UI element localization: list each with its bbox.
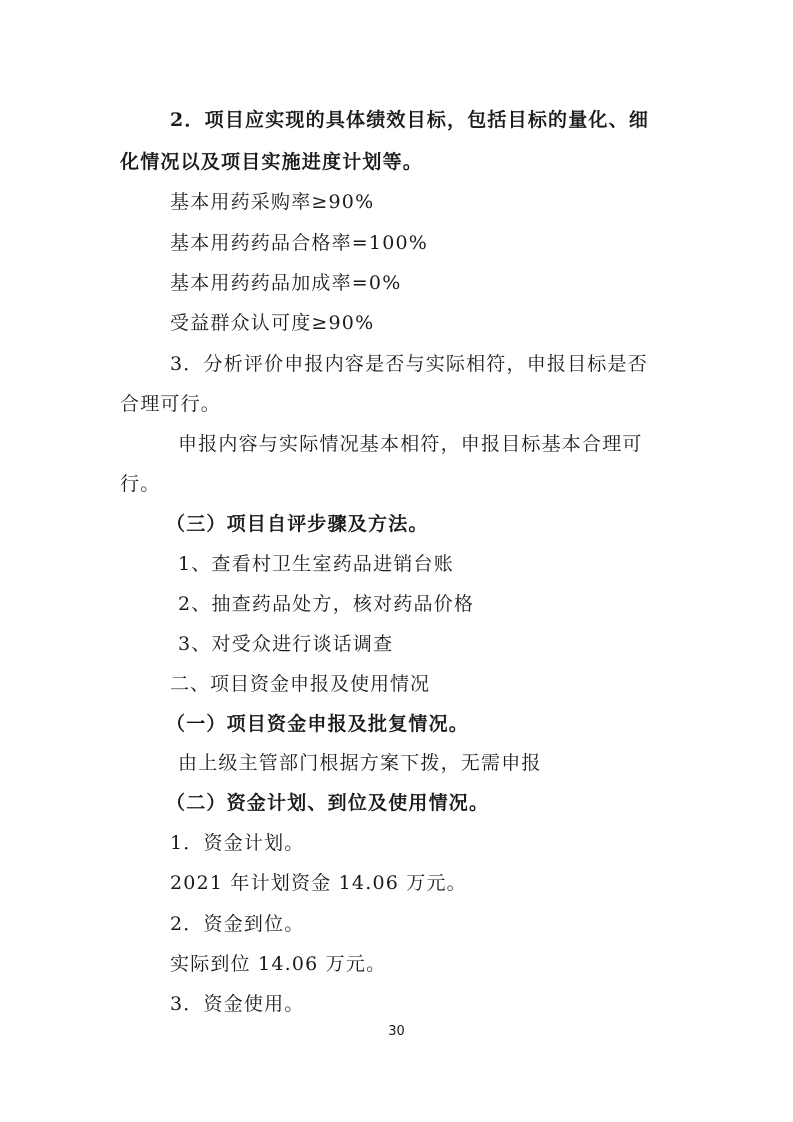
fund-usage-heading: 3．资金使用。: [170, 993, 305, 1015]
page-number: 30: [388, 1024, 405, 1039]
goal-heading-line1: 2．项目应实现的具体绩效目标，包括目标的量化、细: [170, 109, 650, 131]
fund-arrival-heading: 2．资金到位。: [170, 913, 305, 935]
step-1: 1、查看村卫生室药品进销台账: [178, 553, 454, 575]
analysis-result-line2: 行。: [120, 473, 161, 495]
fund-plan-amount: 2021 年计划资金 14.06 万元。: [170, 872, 467, 894]
analysis-result-line1: 申报内容与实际情况基本相符，申报目标基本合理可: [178, 433, 643, 455]
step-3: 3、对受众进行谈话调查: [178, 633, 394, 655]
section-funding-plan: （二）资金计划、到位及使用情况。: [166, 792, 490, 814]
analysis-heading-line1: 3．分析评价申报内容是否与实际相符，申报目标是否: [170, 353, 648, 375]
section-funding-approval: （一）项目资金申报及批复情况。: [166, 713, 470, 735]
indicator-satisfaction: 受益群众认可度≥90%: [170, 312, 375, 334]
goal-heading-line2: 化情况以及项目实施进度计划等。: [120, 151, 424, 173]
fund-arrival-amount: 实际到位 14.06 万元。: [170, 953, 387, 975]
section-self-eval-steps: （三）项目自评步骤及方法。: [166, 513, 429, 535]
indicator-markup-rate: 基本用药药品加成率=0%: [170, 272, 402, 294]
funding-approval-text: 由上级主管部门根据方案下拨，无需申报: [178, 752, 542, 774]
indicator-qualified-rate: 基本用药药品合格率=100%: [170, 232, 429, 254]
indicator-purchase-rate: 基本用药采购率≥90%: [170, 191, 375, 213]
fund-plan-heading: 1．资金计划。: [170, 832, 305, 854]
step-2: 2、抽查药品处方，核对药品价格: [178, 593, 475, 615]
analysis-heading-line2: 合理可行。: [120, 393, 222, 415]
section-funding-usage: 二、项目资金申报及使用情况: [170, 673, 431, 695]
